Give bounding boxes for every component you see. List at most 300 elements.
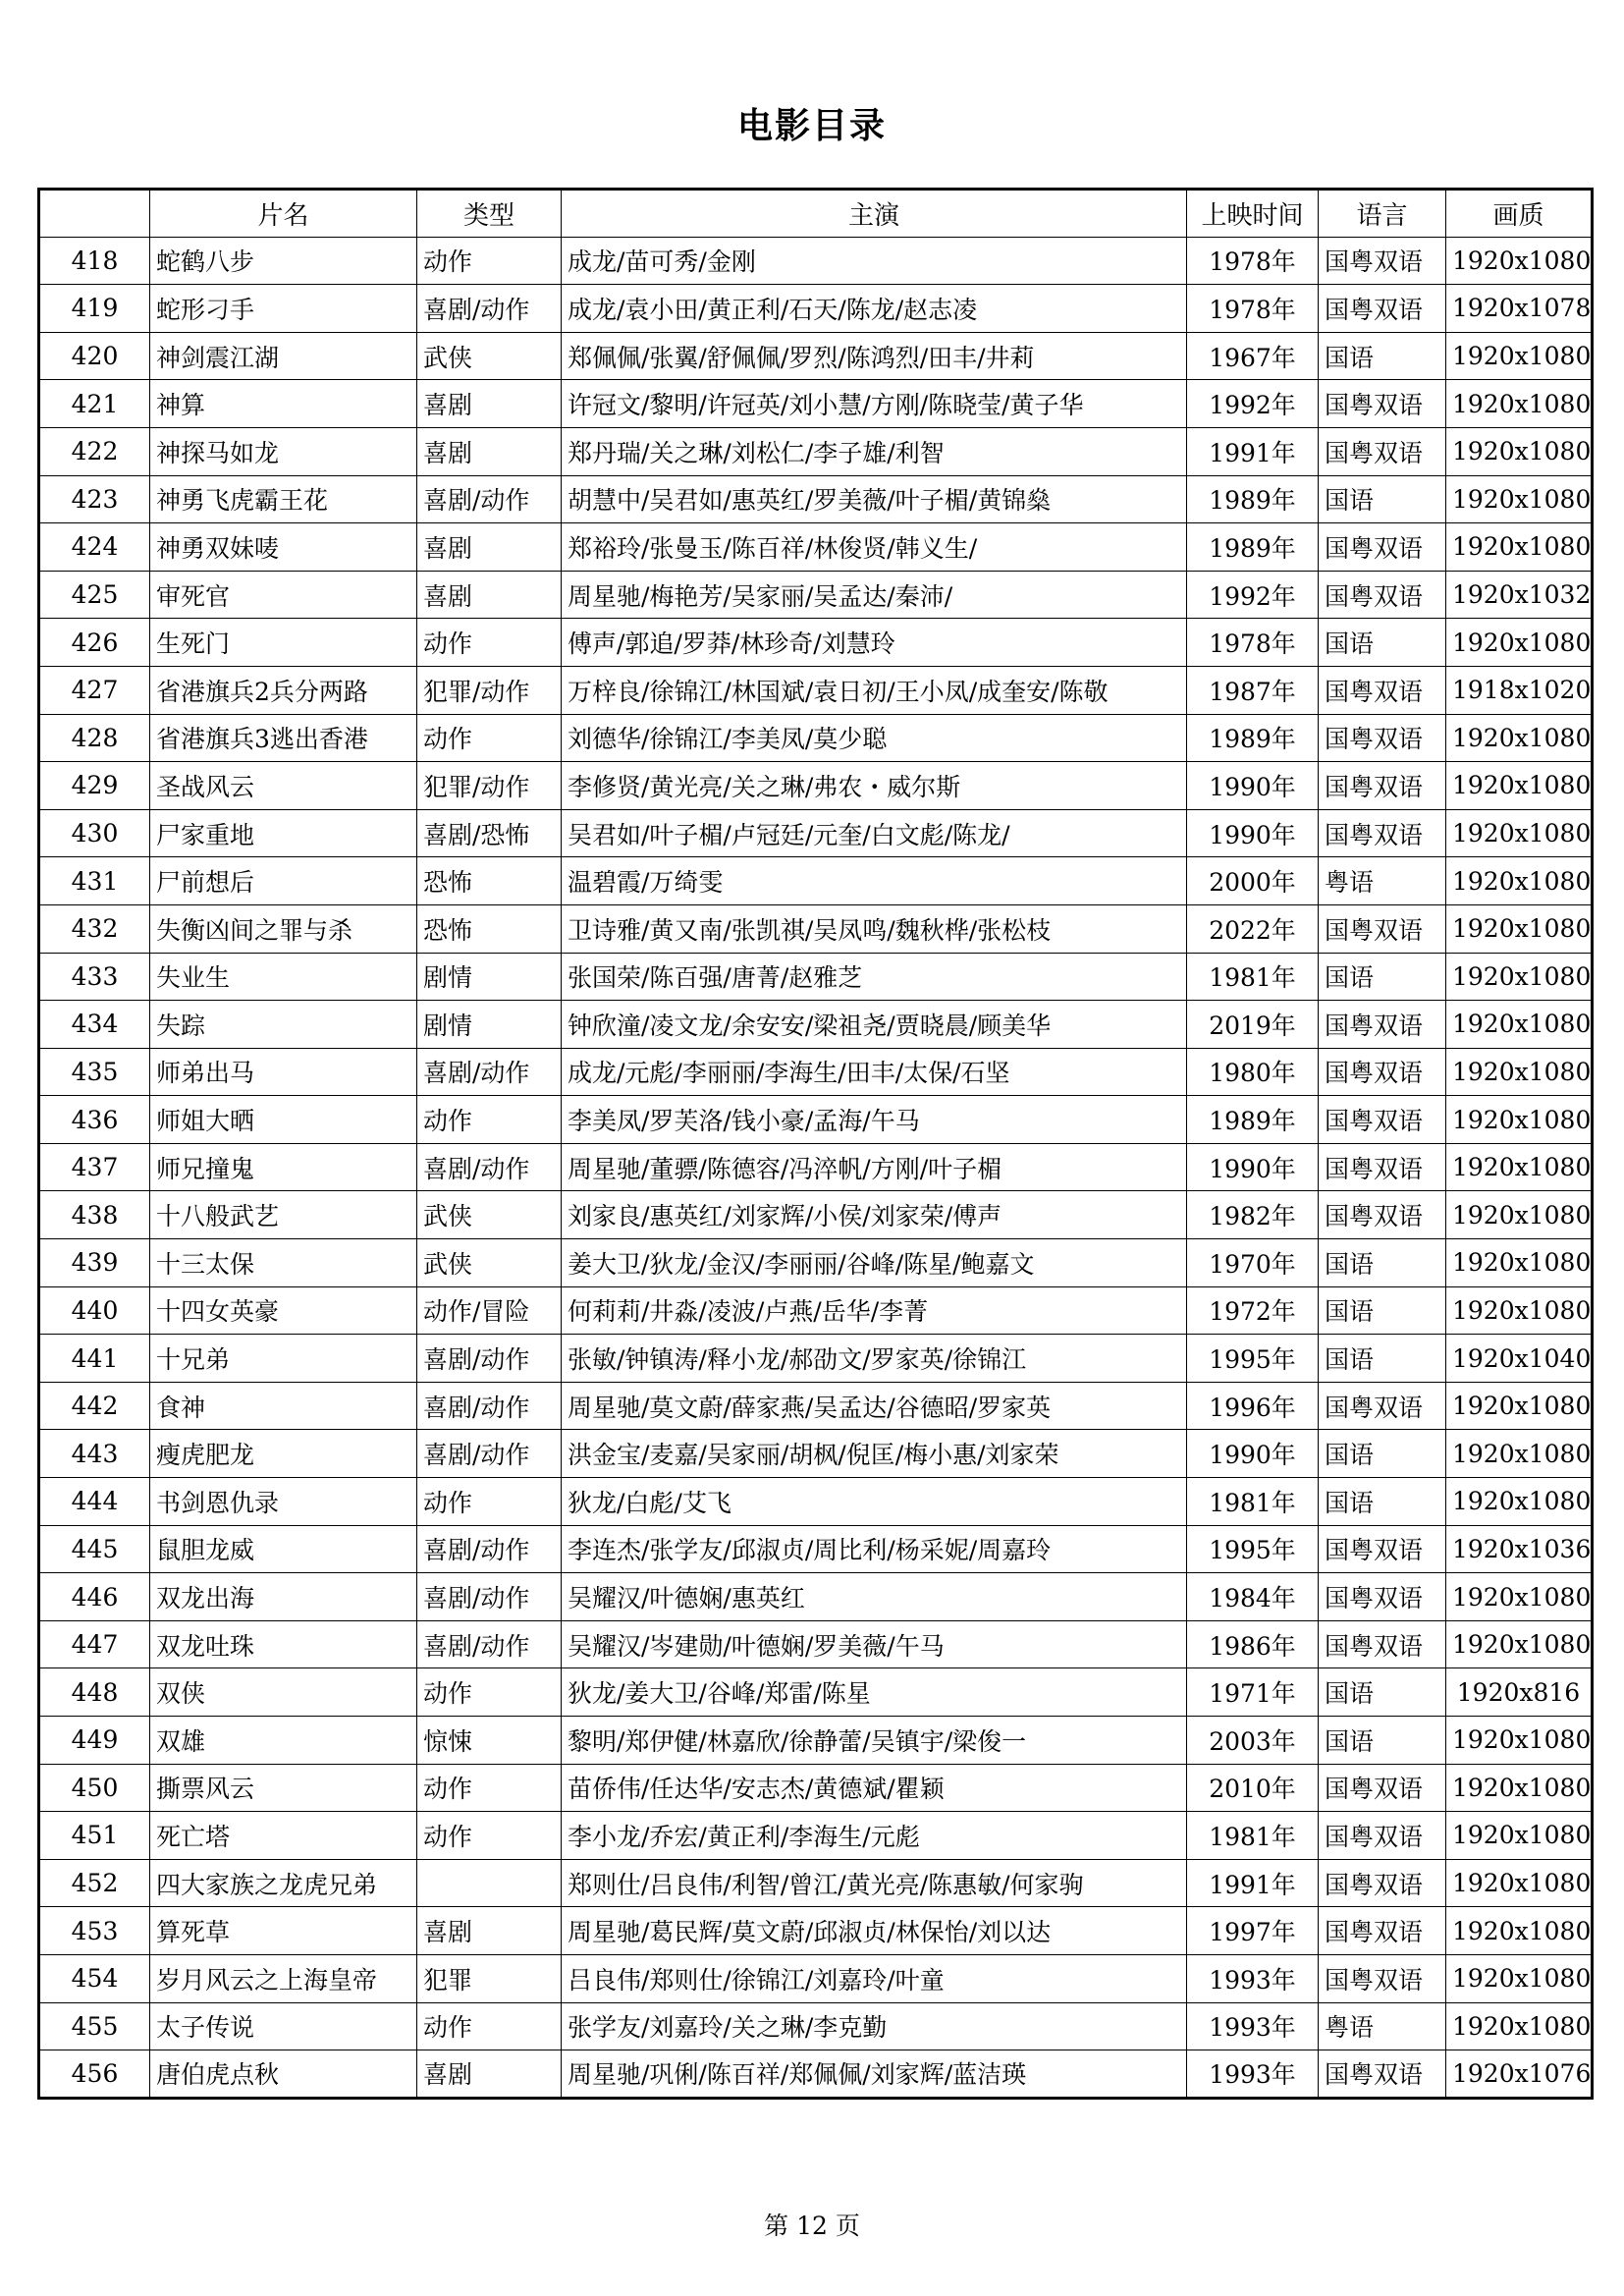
cell-cast: 李美凤/罗芙洛/钱小豪/孟海/午马: [562, 1096, 1187, 1144]
table-row: [39, 1001, 1593, 1049]
cell-release-year: 1991年: [1187, 1859, 1319, 1907]
cell-title: 撕票风云: [150, 1764, 417, 1812]
table-row: [39, 1717, 1593, 1765]
cell-title: 十兄弟: [150, 1335, 417, 1383]
cell-language: 国粤双语: [1319, 714, 1446, 762]
cell-release-year: 1967年: [1187, 332, 1319, 380]
cell-genre: 喜剧/动作: [417, 1143, 562, 1191]
cell-number: 440: [39, 1286, 150, 1335]
cell-language: 国语: [1319, 953, 1446, 1001]
cell-language: 国粤双语: [1319, 666, 1446, 714]
cell-genre: 武侠: [417, 332, 562, 380]
cell-genre: 喜剧: [417, 380, 562, 428]
cell-cast: 李连杰/张学友/邱淑贞/周比利/杨采妮/周嘉玲: [562, 1525, 1187, 1573]
cell-number: 439: [39, 1239, 150, 1287]
cell-language: 国粤双语: [1319, 285, 1446, 333]
cell-cast: 郑裕玲/张曼玉/陈百祥/林俊贤/韩义生/: [562, 523, 1187, 572]
cell-number: 428: [39, 714, 150, 762]
cell-resolution: 1920x1080: [1446, 1096, 1593, 1144]
cell-title: 岁月风云之上海皇帝: [150, 1954, 417, 2002]
cell-title: 省港旗兵3逃出香港: [150, 714, 417, 762]
cell-genre: 喜剧: [417, 427, 562, 475]
cell-language: 国粤双语: [1319, 1620, 1446, 1668]
cell-language: 国粤双语: [1319, 1143, 1446, 1191]
cell-language: 国粤双语: [1319, 237, 1446, 285]
cell-cast: 周星驰/梅艳芳/吴家丽/吴孟达/秦沛/: [562, 571, 1187, 619]
cell-release-year: 1989年: [1187, 1096, 1319, 1144]
cell-resolution: 1920x1080: [1446, 1191, 1593, 1239]
cell-release-year: 1989年: [1187, 523, 1319, 572]
cell-release-year: 1978年: [1187, 285, 1319, 333]
cell-genre: 喜剧/动作: [417, 1573, 562, 1621]
cell-number: 426: [39, 619, 150, 667]
cell-release-year: 2010年: [1187, 1764, 1319, 1812]
cell-cast: 张国荣/陈百强/唐菁/赵雅芝: [562, 953, 1187, 1001]
cell-number: 419: [39, 285, 150, 333]
table-row: [39, 332, 1593, 380]
cell-number: 449: [39, 1717, 150, 1765]
cell-number: 421: [39, 380, 150, 428]
cell-language: 国语: [1319, 1717, 1446, 1765]
cell-resolution: 1920x1080: [1446, 809, 1593, 857]
cell-cast: 刘家良/惠英红/刘家辉/小侯/刘家荣/傅声: [562, 1191, 1187, 1239]
cell-resolution: 1920x1080: [1446, 2002, 1593, 2050]
table-row: [39, 2002, 1593, 2050]
table-row: [39, 1286, 1593, 1335]
cell-genre: 动作: [417, 1478, 562, 1526]
cell-genre: 喜剧/动作: [417, 1382, 562, 1430]
table-row: [39, 1382, 1593, 1430]
cell-genre: 武侠: [417, 1191, 562, 1239]
cell-cast: 李修贤/黄光亮/关之琳/弗农・威尔斯: [562, 762, 1187, 810]
table-row: [39, 1954, 1593, 2002]
cell-release-year: 2019年: [1187, 1001, 1319, 1049]
cell-release-year: 1981年: [1187, 953, 1319, 1001]
cell-number: 450: [39, 1764, 150, 1812]
cell-release-year: 1981年: [1187, 1478, 1319, 1526]
cell-cast: 成龙/袁小田/黄正利/石天/陈龙/赵志凌: [562, 285, 1187, 333]
cell-cast: 周星驰/莫文蔚/薛家燕/吴孟达/谷德昭/罗家英: [562, 1382, 1187, 1430]
cell-number: 455: [39, 2002, 150, 2050]
cell-title: 神算: [150, 380, 417, 428]
cell-language: 国语: [1319, 1286, 1446, 1335]
cell-resolution: 1920x1080: [1446, 1859, 1593, 1907]
table-row: [39, 1668, 1593, 1717]
cell-genre: 动作: [417, 714, 562, 762]
cell-number: 436: [39, 1096, 150, 1144]
cell-cast: 成龙/苗可秀/金刚: [562, 237, 1187, 285]
table-row: [39, 2050, 1593, 2099]
cell-cast: 黎明/郑伊健/林嘉欣/徐静蕾/吴镇宇/梁俊一: [562, 1717, 1187, 1765]
cell-number: 429: [39, 762, 150, 810]
table-row: [39, 1478, 1593, 1526]
cell-resolution: 1920x1080: [1446, 1717, 1593, 1765]
cell-release-year: 1972年: [1187, 1286, 1319, 1335]
cell-number: 448: [39, 1668, 150, 1717]
cell-title: 师弟出马: [150, 1048, 417, 1096]
cell-resolution: 1920x1080: [1446, 427, 1593, 475]
cell-language: 国粤双语: [1319, 2050, 1446, 2099]
cell-genre: 动作: [417, 1096, 562, 1144]
cell-cast: 周星驰/董骠/陈德容/冯淬帆/方刚/叶子楣: [562, 1143, 1187, 1191]
cell-title: 鼠胆龙威: [150, 1525, 417, 1573]
cell-genre: 喜剧/动作: [417, 1525, 562, 1573]
table-row: [39, 523, 1593, 572]
cell-release-year: 1993年: [1187, 2050, 1319, 2099]
cell-title: 神探马如龙: [150, 427, 417, 475]
cell-resolution: 1920x816: [1446, 1668, 1593, 1717]
table-row: [39, 809, 1593, 857]
cell-genre: [417, 1859, 562, 1907]
movie-catalog-table: [37, 188, 1594, 2100]
table-row: [39, 1335, 1593, 1383]
table-row: [39, 666, 1593, 714]
cell-release-year: 1980年: [1187, 1048, 1319, 1096]
cell-number: 423: [39, 475, 150, 523]
cell-title: 双龙出海: [150, 1573, 417, 1621]
cell-number: 422: [39, 427, 150, 475]
cell-title: 算死草: [150, 1907, 417, 1955]
cell-resolution: 1920x1080: [1446, 953, 1593, 1001]
cell-cast: 吴耀汉/叶德娴/惠英红: [562, 1573, 1187, 1621]
column-header-number: [39, 190, 150, 238]
table-row: [39, 1239, 1593, 1287]
cell-cast: 钟欣潼/凌文龙/余安安/梁祖尧/贾晓晨/顾美华: [562, 1001, 1187, 1049]
cell-resolution: 1920x1080: [1446, 475, 1593, 523]
column-header-language: 语言: [1319, 190, 1446, 238]
cell-cast: 郑则仕/吕良伟/利智/曾江/黄光亮/陈惠敏/何家驹: [562, 1859, 1187, 1907]
cell-language: 国粤双语: [1319, 1859, 1446, 1907]
cell-title: 失衡凶间之罪与杀: [150, 904, 417, 953]
cell-number: 437: [39, 1143, 150, 1191]
cell-cast: 张学友/刘嘉玲/关之琳/李克勤: [562, 2002, 1187, 2050]
cell-cast: 姜大卫/狄龙/金汉/李丽丽/谷峰/陈星/鲍嘉文: [562, 1239, 1187, 1287]
cell-number: 445: [39, 1525, 150, 1573]
cell-number: 447: [39, 1620, 150, 1668]
cell-language: 粤语: [1319, 857, 1446, 905]
cell-cast: 苗侨伟/任达华/安志杰/黄德斌/瞿颖: [562, 1764, 1187, 1812]
cell-resolution: 1920x1080: [1446, 1812, 1593, 1860]
cell-cast: 吕良伟/郑则仕/徐锦江/刘嘉玲/叶童: [562, 1954, 1187, 2002]
cell-cast: 许冠文/黎明/许冠英/刘小慧/方刚/陈晓莹/黄子华: [562, 380, 1187, 428]
page-title: 电影目录: [736, 106, 887, 146]
table-row: [39, 1048, 1593, 1096]
cell-genre: 动作: [417, 2002, 562, 2050]
cell-resolution: 1920x1080: [1446, 1573, 1593, 1621]
table-row: [39, 619, 1593, 667]
cell-resolution: 1920x1076: [1446, 2050, 1593, 2099]
cell-release-year: 1978年: [1187, 237, 1319, 285]
cell-release-year: 1992年: [1187, 571, 1319, 619]
cell-genre: 喜剧: [417, 1907, 562, 1955]
cell-release-year: 1984年: [1187, 1573, 1319, 1621]
cell-resolution: 1920x1080: [1446, 1382, 1593, 1430]
cell-title: 书剑恩仇录: [150, 1478, 417, 1526]
cell-cast: 卫诗雅/黄又南/张凯祺/吴凤鸣/魏秋桦/张松枝: [562, 904, 1187, 953]
column-header-cast: 主演: [562, 190, 1187, 238]
table-row: [39, 1525, 1593, 1573]
cell-language: 国语: [1319, 619, 1446, 667]
cell-release-year: 1990年: [1187, 762, 1319, 810]
cell-resolution: 1920x1080: [1446, 1620, 1593, 1668]
cell-release-year: 2003年: [1187, 1717, 1319, 1765]
cell-language: 国粤双语: [1319, 380, 1446, 428]
cell-title: 圣战风云: [150, 762, 417, 810]
table-row: [39, 1191, 1593, 1239]
cell-title: 失踪: [150, 1001, 417, 1049]
cell-resolution: 1920x1080: [1446, 1954, 1593, 2002]
table-body: [39, 237, 1593, 2098]
cell-number: 432: [39, 904, 150, 953]
cell-number: 442: [39, 1382, 150, 1430]
table-row: [39, 1764, 1593, 1812]
cell-release-year: 2022年: [1187, 904, 1319, 953]
cell-cast: 洪金宝/麦嘉/吴家丽/胡枫/倪匡/梅小惠/刘家荣: [562, 1430, 1187, 1478]
table-row: [39, 285, 1593, 333]
cell-title: 尸前想后: [150, 857, 417, 905]
cell-language: 国粤双语: [1319, 427, 1446, 475]
cell-number: 430: [39, 809, 150, 857]
cell-language: 国粤双语: [1319, 1048, 1446, 1096]
cell-language: 国粤双语: [1319, 571, 1446, 619]
cell-language: 国语: [1319, 475, 1446, 523]
cell-number: 451: [39, 1812, 150, 1860]
cell-genre: 惊悚: [417, 1717, 562, 1765]
cell-resolution: 1920x1080: [1446, 1239, 1593, 1287]
cell-language: 国粤双语: [1319, 1573, 1446, 1621]
cell-number: 427: [39, 666, 150, 714]
cell-title: 十八般武艺: [150, 1191, 417, 1239]
column-header-genre: 类型: [417, 190, 562, 238]
cell-cast: 狄龙/白彪/艾飞: [562, 1478, 1187, 1526]
cell-number: 453: [39, 1907, 150, 1955]
table-row: [39, 1812, 1593, 1860]
cell-title: 食神: [150, 1382, 417, 1430]
cell-language: 国语: [1319, 1430, 1446, 1478]
cell-genre: 喜剧/动作: [417, 1335, 562, 1383]
cell-title: 蛇鹤八步: [150, 237, 417, 285]
table-header-row: [39, 190, 1593, 238]
cell-number: 444: [39, 1478, 150, 1526]
cell-resolution: 1920x1080: [1446, 762, 1593, 810]
cell-title: 师姐大晒: [150, 1096, 417, 1144]
cell-release-year: 1995年: [1187, 1335, 1319, 1383]
cell-release-year: 1993年: [1187, 2002, 1319, 2050]
cell-resolution: 1920x1080: [1446, 1001, 1593, 1049]
column-header-resolution: 画质: [1446, 190, 1593, 238]
cell-resolution: 1920x1080: [1446, 1430, 1593, 1478]
cell-cast: 温碧霞/万绮雯: [562, 857, 1187, 905]
cell-genre: 喜剧/动作: [417, 285, 562, 333]
cell-genre: 动作: [417, 1812, 562, 1860]
column-header-release-year: 上映时间: [1187, 190, 1319, 238]
cell-genre: 犯罪/动作: [417, 666, 562, 714]
cell-title: 十三太保: [150, 1239, 417, 1287]
cell-title: 十四女英豪: [150, 1286, 417, 1335]
table-row: [39, 714, 1593, 762]
table-row: [39, 1859, 1593, 1907]
cell-genre: 恐怖: [417, 904, 562, 953]
cell-number: 454: [39, 1954, 150, 2002]
cell-number: 438: [39, 1191, 150, 1239]
cell-resolution: 1920x1080: [1446, 1478, 1593, 1526]
cell-language: 国语: [1319, 1668, 1446, 1717]
cell-genre: 喜剧: [417, 523, 562, 572]
table-row: [39, 1096, 1593, 1144]
table-row: [39, 1430, 1593, 1478]
cell-language: 国粤双语: [1319, 1191, 1446, 1239]
cell-title: 双雄: [150, 1717, 417, 1765]
table-row: [39, 237, 1593, 285]
table-row: [39, 1143, 1593, 1191]
cell-resolution: 1920x1080: [1446, 332, 1593, 380]
cell-title: 生死门: [150, 619, 417, 667]
cell-cast: 李小龙/乔宏/黄正利/李海生/元彪: [562, 1812, 1187, 1860]
cell-number: 433: [39, 953, 150, 1001]
cell-genre: 喜剧: [417, 571, 562, 619]
cell-language: 国粤双语: [1319, 1382, 1446, 1430]
cell-genre: 动作: [417, 1764, 562, 1812]
cell-language: 国粤双语: [1319, 1764, 1446, 1812]
cell-number: 452: [39, 1859, 150, 1907]
cell-genre: 动作/冒险: [417, 1286, 562, 1335]
cell-number: 446: [39, 1573, 150, 1621]
cell-language: 国粤双语: [1319, 904, 1446, 953]
cell-genre: 动作: [417, 1668, 562, 1717]
cell-language: 国粤双语: [1319, 1812, 1446, 1860]
cell-resolution: 1920x1036: [1446, 1525, 1593, 1573]
cell-title: 死亡塔: [150, 1812, 417, 1860]
cell-number: 435: [39, 1048, 150, 1096]
cell-release-year: 2000年: [1187, 857, 1319, 905]
cell-number: 425: [39, 571, 150, 619]
cell-genre: 犯罪: [417, 1954, 562, 2002]
cell-resolution: 1918x1020: [1446, 666, 1593, 714]
cell-cast: 吴耀汉/岑建勋/叶德娴/罗美薇/午马: [562, 1620, 1187, 1668]
cell-cast: 何莉莉/井淼/凌波/卢燕/岳华/李菁: [562, 1286, 1187, 1335]
cell-release-year: 1997年: [1187, 1907, 1319, 1955]
cell-release-year: 1981年: [1187, 1812, 1319, 1860]
table-row: [39, 380, 1593, 428]
cell-genre: 剧情: [417, 1001, 562, 1049]
page-number: 第 12 页: [764, 2212, 860, 2240]
cell-release-year: 1990年: [1187, 1430, 1319, 1478]
cell-release-year: 1970年: [1187, 1239, 1319, 1287]
cell-genre: 喜剧: [417, 2050, 562, 2099]
cell-cast: 郑佩佩/张翼/舒佩佩/罗烈/陈鸿烈/田丰/井莉: [562, 332, 1187, 380]
cell-resolution: 1920x1040: [1446, 1335, 1593, 1383]
cell-language: 国粤双语: [1319, 1954, 1446, 2002]
cell-cast: 狄龙/姜大卫/谷峰/郑雷/陈星: [562, 1668, 1187, 1717]
cell-resolution: 1920x1078: [1446, 285, 1593, 333]
cell-genre: 犯罪/动作: [417, 762, 562, 810]
cell-title: 失业生: [150, 953, 417, 1001]
cell-language: 国粤双语: [1319, 809, 1446, 857]
cell-resolution: 1920x1080: [1446, 237, 1593, 285]
cell-number: 424: [39, 523, 150, 572]
cell-genre: 喜剧/动作: [417, 1430, 562, 1478]
cell-resolution: 1920x1032: [1446, 571, 1593, 619]
cell-genre: 喜剧/恐怖: [417, 809, 562, 857]
cell-genre: 喜剧/动作: [417, 1048, 562, 1096]
cell-genre: 喜剧/动作: [417, 475, 562, 523]
cell-resolution: 1920x1080: [1446, 619, 1593, 667]
cell-release-year: 1992年: [1187, 380, 1319, 428]
table-row: [39, 1907, 1593, 1955]
cell-title: 神勇双妹唛: [150, 523, 417, 572]
cell-cast: 刘德华/徐锦江/李美凤/莫少聪: [562, 714, 1187, 762]
cell-cast: 张敏/钟镇涛/释小龙/郝劭文/罗家英/徐锦江: [562, 1335, 1187, 1383]
cell-genre: 恐怖: [417, 857, 562, 905]
cell-title: 神剑震江湖: [150, 332, 417, 380]
cell-number: 420: [39, 332, 150, 380]
cell-release-year: 1982年: [1187, 1191, 1319, 1239]
cell-release-year: 1978年: [1187, 619, 1319, 667]
table-row: [39, 904, 1593, 953]
cell-language: 国粤双语: [1319, 762, 1446, 810]
cell-resolution: 1920x1080: [1446, 523, 1593, 572]
cell-title: 蛇形刁手: [150, 285, 417, 333]
cell-resolution: 1920x1080: [1446, 1048, 1593, 1096]
cell-resolution: 1920x1080: [1446, 380, 1593, 428]
cell-release-year: 1993年: [1187, 1954, 1319, 2002]
cell-title: 太子传说: [150, 2002, 417, 2050]
cell-release-year: 1990年: [1187, 809, 1319, 857]
cell-number: 431: [39, 857, 150, 905]
cell-release-year: 1986年: [1187, 1620, 1319, 1668]
cell-title: 尸家重地: [150, 809, 417, 857]
cell-release-year: 1995年: [1187, 1525, 1319, 1573]
cell-number: 418: [39, 237, 150, 285]
table-row: [39, 762, 1593, 810]
cell-release-year: 1989年: [1187, 475, 1319, 523]
cell-language: 国语: [1319, 1478, 1446, 1526]
cell-language: 国语: [1319, 1335, 1446, 1383]
table-row: [39, 953, 1593, 1001]
cell-cast: 傅声/郭追/罗莽/林珍奇/刘慧玲: [562, 619, 1187, 667]
cell-title: 四大家族之龙虎兄弟: [150, 1859, 417, 1907]
cell-number: 434: [39, 1001, 150, 1049]
cell-title: 审死官: [150, 571, 417, 619]
table-row: [39, 1620, 1593, 1668]
cell-genre: 动作: [417, 237, 562, 285]
cell-number: 443: [39, 1430, 150, 1478]
cell-title: 师兄撞鬼: [150, 1143, 417, 1191]
cell-language: 国粤双语: [1319, 1525, 1446, 1573]
cell-resolution: 1920x1080: [1446, 714, 1593, 762]
cell-resolution: 1920x1080: [1446, 857, 1593, 905]
table-row: [39, 475, 1593, 523]
cell-language: 国粤双语: [1319, 523, 1446, 572]
cell-resolution: 1920x1080: [1446, 1764, 1593, 1812]
cell-cast: 周星驰/巩俐/陈百祥/郑佩佩/刘家辉/蓝洁瑛: [562, 2050, 1187, 2099]
cell-title: 省港旗兵2兵分两路: [150, 666, 417, 714]
cell-cast: 吴君如/叶子楣/卢冠廷/元奎/白文彪/陈龙/: [562, 809, 1187, 857]
column-header-title: 片名: [150, 190, 417, 238]
cell-genre: 剧情: [417, 953, 562, 1001]
cell-language: 国粤双语: [1319, 1001, 1446, 1049]
cell-release-year: 1987年: [1187, 666, 1319, 714]
cell-number: 456: [39, 2050, 150, 2099]
cell-resolution: 1920x1080: [1446, 904, 1593, 953]
cell-language: 粤语: [1319, 2002, 1446, 2050]
cell-release-year: 1991年: [1187, 427, 1319, 475]
cell-release-year: 1990年: [1187, 1143, 1319, 1191]
cell-title: 双龙吐珠: [150, 1620, 417, 1668]
cell-cast: 郑丹瑞/关之琳/刘松仁/李子雄/利智: [562, 427, 1187, 475]
cell-cast: 周星驰/葛民辉/莫文蔚/邱淑贞/林保怡/刘以达: [562, 1907, 1187, 1955]
cell-cast: 万梓良/徐锦江/林国斌/袁日初/王小凤/成奎安/陈敬: [562, 666, 1187, 714]
